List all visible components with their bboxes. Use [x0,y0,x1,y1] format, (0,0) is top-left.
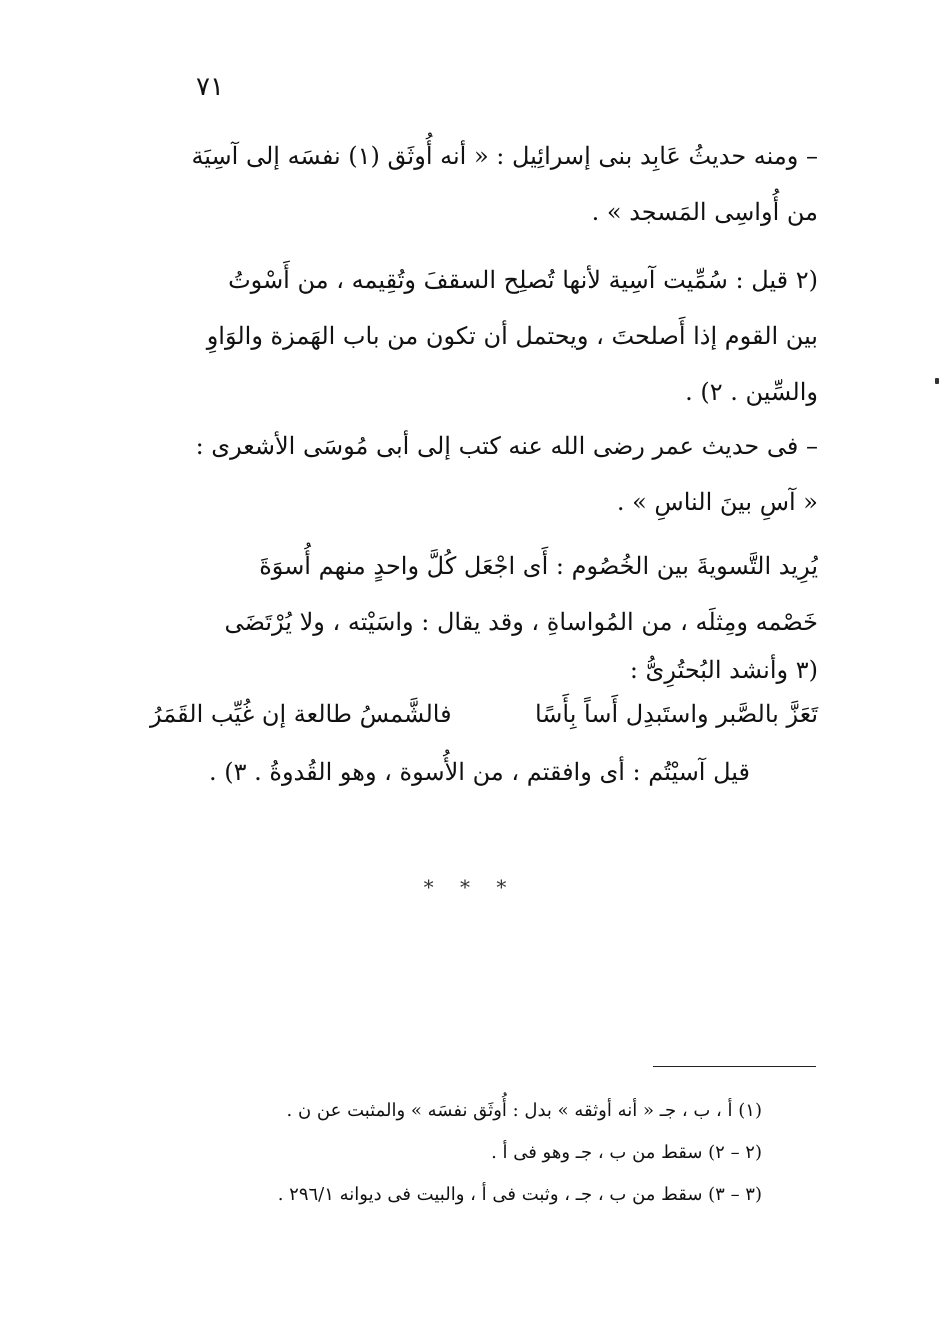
text-line: والسِّين . ٢) . [685,378,818,406]
text-line: « آسِ بينَ الناسِ » . [616,488,818,516]
text-line: (٢ قيل : سُمِّيت آسِية لأنها تُصلِح السقفَ وتُقِيمه ، من أَسْوتُ [228,266,818,294]
text-line: خَصْمه ومِثلَه ، من المُواساةِ ، وقد يقال : واسَيْته ، ولا يُرْتَضَى [224,608,818,636]
poetry-verse [150,686,818,742]
verse-hemistich-first: تَعَزَّ بالصَّبر واستَبدِل أَساً بِأَسًا [534,700,818,728]
text-line: – فى حديث عمر رضى الله عنه كتب إلى أبى مُوسَى الأشعرى : [195,432,818,460]
paragraph-hadith-abid [150,128,818,240]
paragraph-taswiya [150,538,818,690]
footnote-2: (٢ – ٢) سقط من ب ، جـ وهو فى أ . [491,1142,762,1163]
closing-line: قيل آسيْتُم : أى وافقتم ، من الأُسوة ، وهو القُدوةُ . ٣) . [208,758,750,786]
text-line: من أُواسِى المَسجد » . [591,198,818,226]
footnote-1: (١) أ ، ب ، جـ « أنه أوثقه » بدل : أُوثَق نفسَه » والمثبت عن ن . [286,1100,762,1121]
text-line: (٣ وأنشد البُحتُرِىُّ : [629,656,818,684]
page-number: ٧١ [196,72,224,102]
text-line: – ومنه حديثُ عَابِد بنى إسرائِيل : « أنه أُوثَق (١) نفسَه إلى آسِيَة [191,142,818,170]
paragraph-hadith-umar [150,418,818,530]
margin-mark [935,378,939,384]
paragraph-asiya-explanation [150,252,818,420]
verse-hemistich-second: فالشَّمسُ طالعة إن غُيِّب القَمَرُ [150,700,452,728]
text-line: يُرِيد التَّسويةَ بين الخُصُوم : أَى اجْعَل كُلَّ واحدٍ منهم أُسوَةَ [259,552,818,580]
text-line: بين القوم إذا أَصلحتَ ، ويحتمل أن تكون من باب الهَمزة والوَاوِ [206,322,818,350]
section-break: * * * [423,875,517,899]
footnote-3: (٣ – ٣) سقط من ب ، جـ ، وثبت فى أ ، والبيت فى ديوانه ٢٩٦/١ . [277,1184,762,1205]
footnote-divider [653,1066,816,1067]
footnotes [150,1090,762,1216]
